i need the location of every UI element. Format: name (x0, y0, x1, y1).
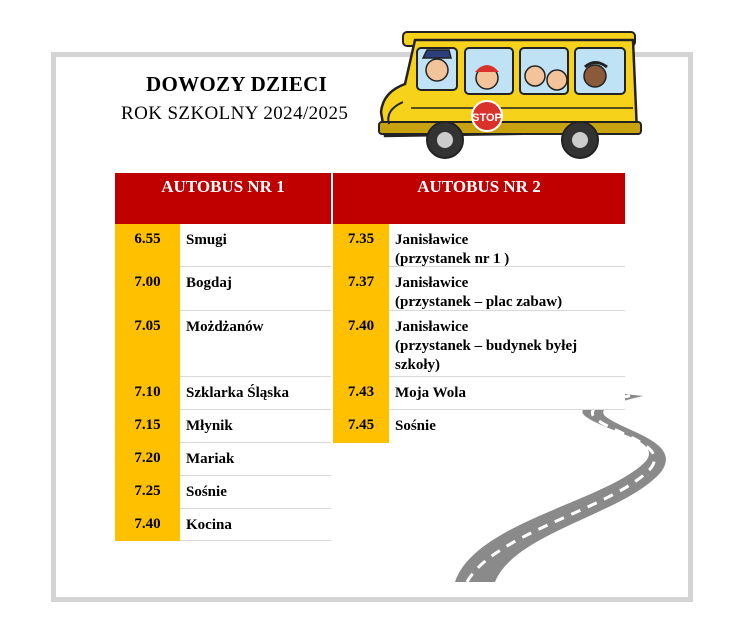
page-subtitle: ROK SZKOLNY 2024/2025 (121, 103, 349, 124)
route-2-time: 7.45 (333, 410, 389, 443)
route-1-time: 7.15 (115, 410, 180, 443)
stop-note: (przystanek nr 1 ) (395, 251, 510, 267)
route-2-time: 7.40 (333, 311, 389, 377)
stop-note: (przystanek – budynek byłej (395, 338, 578, 354)
page-title: DOWOZY DZIECI (146, 72, 328, 96)
stop-note: (przystanek – plac zabaw) (395, 294, 563, 310)
route-2-header: AUTOBUS NR 2 (333, 173, 625, 201)
route-2-stop: Moja Wola (389, 377, 625, 410)
route-2-time: 7.43 (333, 377, 389, 410)
route-1-time: 7.20 (115, 443, 180, 476)
route-1-time: 7.40 (115, 509, 180, 541)
route-2-stop (389, 311, 625, 377)
stop-name: Janisławice (395, 319, 469, 335)
stop-note: szkoły) (395, 357, 440, 373)
route-2-stop (389, 224, 625, 267)
route-2-stop: Sośnie (395, 418, 436, 434)
route-2-time: 7.35 (333, 224, 389, 267)
route-1-time: 7.00 (115, 267, 180, 311)
route-1-stop: Możdżanów (180, 311, 331, 377)
route-1-stop: Bogdaj (180, 267, 331, 311)
route-1-time: 7.10 (115, 377, 180, 410)
route-2-stop (389, 267, 625, 311)
route-1-time: 7.25 (115, 476, 180, 509)
stop-name: Janisławice (395, 232, 469, 248)
route-1-subheader (115, 200, 331, 224)
route-1-stop: Młynik (180, 410, 331, 443)
route-1-stop: Mariak (180, 443, 331, 476)
route-1-stop: Sośnie (180, 476, 331, 509)
school-bus-illustration (375, 12, 645, 164)
route-1-stop: Szklarka Śląska (180, 377, 331, 410)
route-1-header: AUTOBUS NR 1 (115, 173, 331, 201)
route-1-time: 6.55 (115, 224, 180, 267)
route-1-stop: Kocina (180, 509, 331, 541)
stop-sign-label: STOP (472, 112, 502, 124)
stop-name: Janisławice (395, 275, 469, 291)
route-1-stop: Smugi (180, 224, 331, 267)
route-2-subheader (333, 200, 625, 224)
route-2-time: 7.37 (333, 267, 389, 311)
route-1-time: 7.05 (115, 311, 180, 377)
